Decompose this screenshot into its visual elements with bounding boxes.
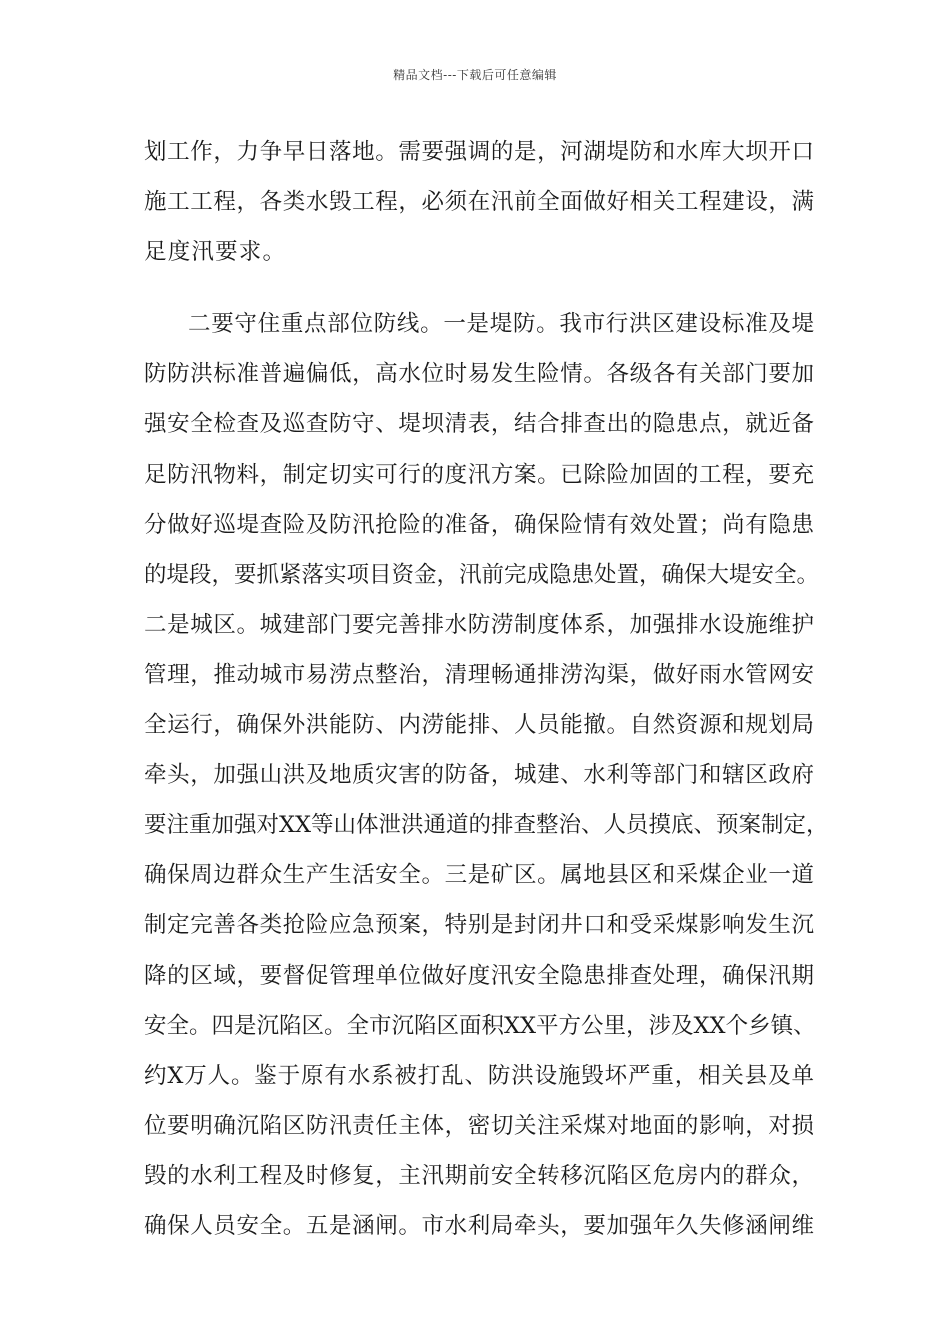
text-line: 降的区域，要督促管理单位做好度汛安全隐患排查处理，确保汛期	[144, 962, 814, 989]
text-line: 的堤段，要抓紧落实项目资金，汛前完成隐患处置，确保大堤安全。	[144, 561, 820, 588]
text-line: 安全。四是沉陷区。全市沉陷区面积XX平方公里，涉及XX个乡镇、	[144, 1012, 816, 1039]
text-line: 确保周边群众生产生活安全。三是矿区。属地县区和采煤企业一道	[144, 862, 814, 889]
text-line: 足度汛要求。	[144, 239, 287, 266]
text-line: 二要守住重点部位防线。一是堤防。我市行洪区建设标准及堤	[188, 311, 814, 338]
text-line: 分做好巡堤查险及防汛抢险的准备，确保险情有效处置；尚有隐患	[144, 511, 814, 538]
text-line: 制定完善各类抢险应急预案，特别是封闭井口和受采煤影响发生沉	[144, 912, 814, 939]
text-line: 防防洪标准普遍偏低，高水位时易发生险情。各级各有关部门要加	[144, 361, 814, 388]
text-line: 施工工程，各类水毁工程，必须在汛前全面做好相关工程建设，满	[144, 189, 814, 216]
text-line: 足防汛物料，制定切实可行的度汛方案。已除险加固的工程，要充	[144, 461, 814, 488]
text-line: 划工作，力争早日落地。需要强调的是，河湖堤防和水库大坝开口	[144, 139, 814, 165]
text-line: 牵头，加强山洪及地质灾害的防备，城建、水利等部门和辖区政府	[144, 762, 814, 789]
text-line: 毁的水利工程及时修复，主汛期前安全转移沉陷区危房内的群众，	[144, 1162, 814, 1189]
page-header: 精品文档---下载后可任意编辑	[393, 68, 557, 82]
text-line: 强安全检查及巡查防守、堤坝清表，结合排查出的隐患点，就近备	[144, 411, 814, 438]
text-line	[144, 1251, 814, 1301]
text-line: 约X万人。鉴于原有水系被打乱、防洪设施毁坏严重，相关县及单	[144, 1062, 814, 1089]
text-line: 二是城区。城建部门要完善排水防涝制度体系，加强排水设施维护	[144, 611, 814, 638]
text-line: 确保人员安全。五是涵闸。市水利局牵头，要加强年久失修涵闸维	[144, 1212, 814, 1239]
text-line: 位要明确沉陷区防汛责任主体，密切关注采煤对地面的影响，对损	[144, 1112, 814, 1139]
document-body	[144, 127, 829, 1301]
text-line: 全运行，确保外洪能防、内涝能排、人员能撤。自然资源和规划局	[144, 712, 814, 739]
text-line: 要注重加强对XX等山体泄洪通道的排查整治、人员摸底、预案制定，	[144, 812, 829, 839]
text-line: 管理，推动城市易涝点整治，清理畅通排涝沟渠，做好雨水管网安	[144, 661, 814, 688]
